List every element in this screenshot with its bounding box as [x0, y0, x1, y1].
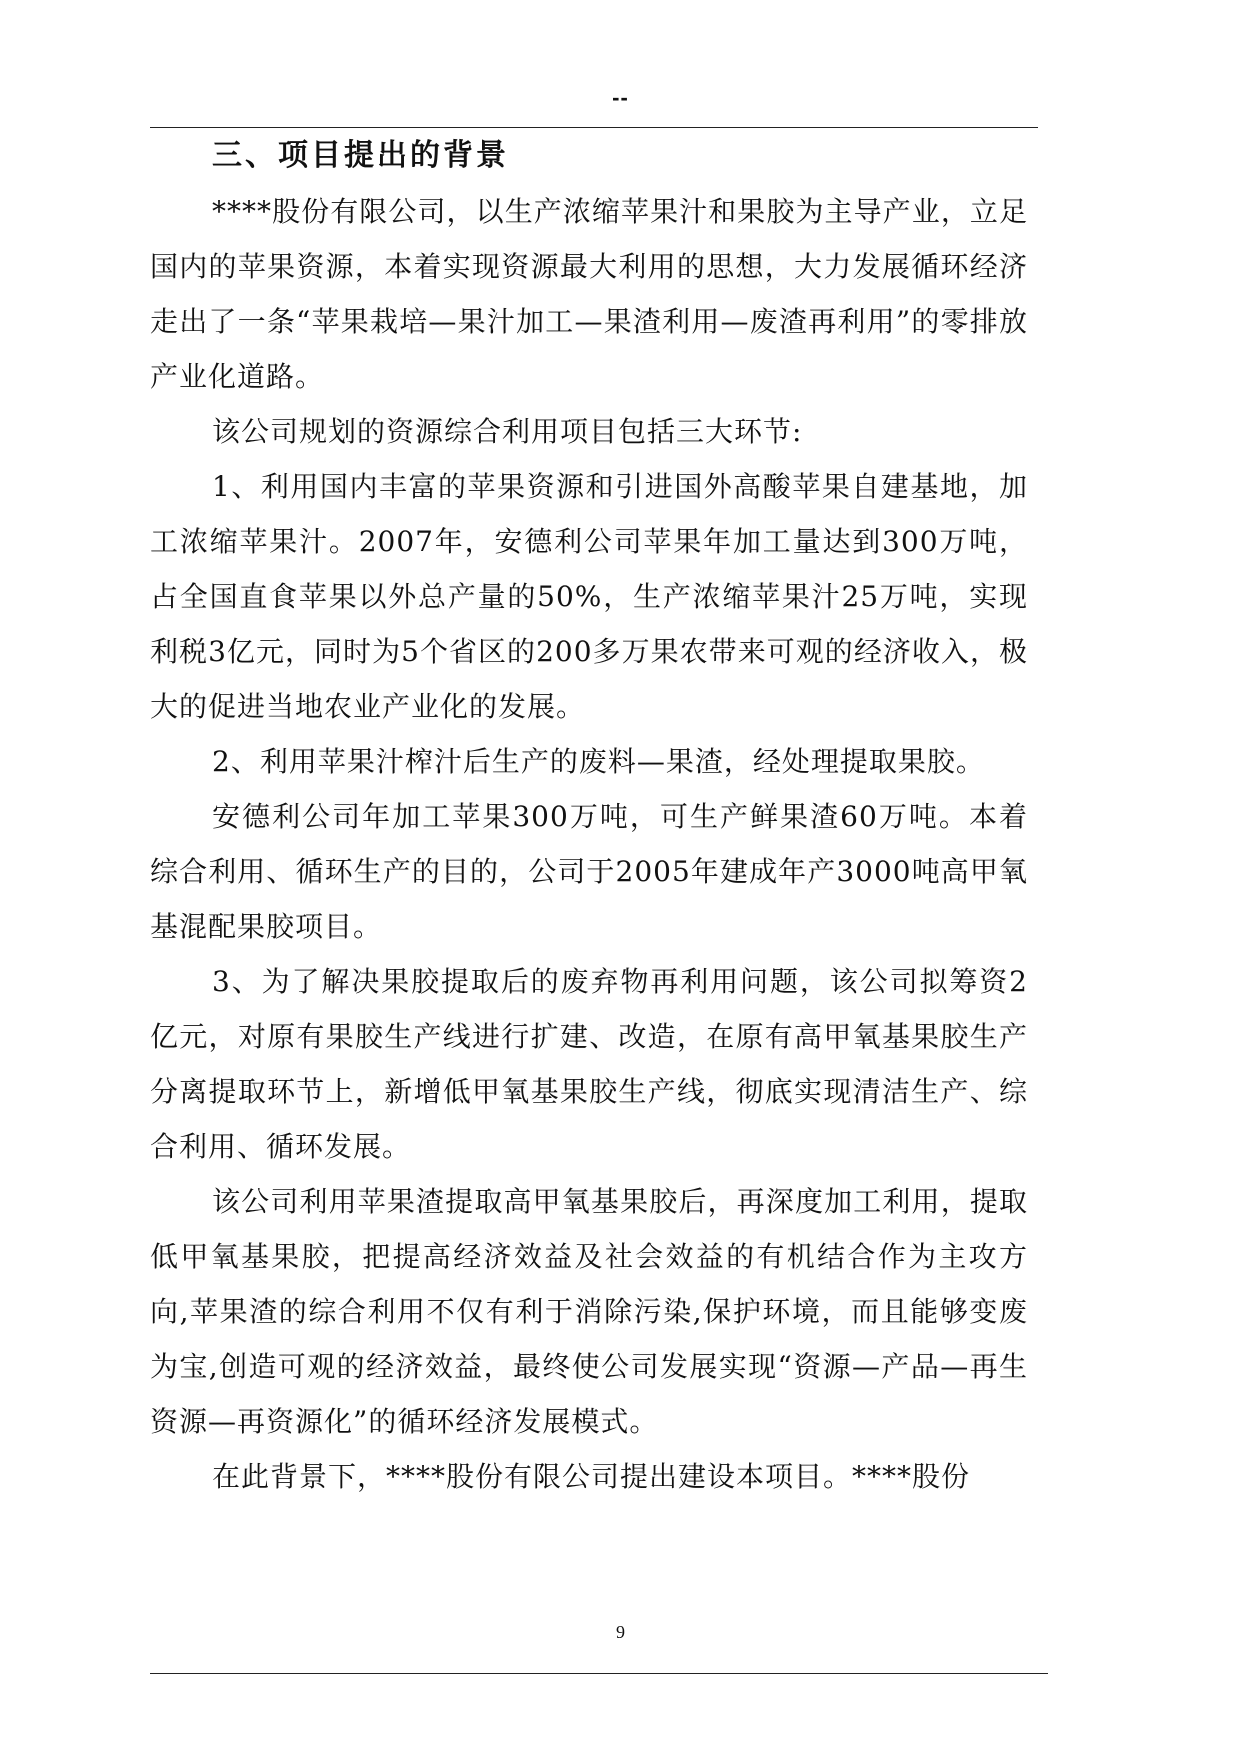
footer-divider: [150, 1673, 1048, 1674]
document-body: [150, 128, 1028, 1504]
paragraph-stage-3: 3、为了解决果胶提取后的废弃物再利用问题，该公司拟筹资2亿元，对原有果胶生产线进行扩建、改造，在原有高甲氧基果胶生产分离提取环节上，新增低甲氧基果胶生产线，彻底实现清洁生产、综合利用、循环发展。: [150, 965, 1028, 1163]
paragraph-circular-economy: 该公司利用苹果渣提取高甲氧基果胶后，再深度加工利用，提取低甲氧基果胶，把提高经济效益及社会效益的有机结合作为主攻方向,苹果渣的综合利用不仅有利于消除污染,保护环境，而且能够变废为宝,创造可观的经济效益，最终使公司发展实现“资源—产品—再生资源—再资源化”的循环经济发展模式。: [150, 1185, 1028, 1438]
paragraph-pectin-project: 安德利公司年加工苹果300万吨，可生产鲜果渣60万吨。本着综合利用、循环生产的目的，公司于2005年建成年产3000吨高甲氧基混配果胶项目。: [150, 800, 1028, 943]
paragraph-stage-2: 2、利用苹果汁榨汁后生产的废料—果渣，经处理提取果胶。: [212, 745, 985, 778]
paragraph-stage-1: 1、利用国内丰富的苹果资源和引进国外高酸苹果自建基地，加工浓缩苹果汁。2007年，安德利公司苹果年加工量达到300万吨，占全国直食苹果以外总产量的50%，生产浓缩苹果汁25万吨，实现利税3亿元，同时为5个省区的200多万果农带来可观的经济收入，极大的促进当地农业产业化的发展。: [150, 470, 1028, 723]
page-number: 9: [616, 1622, 625, 1642]
header-mark: --: [612, 85, 629, 110]
paragraph-project-proposal: 在此背景下，****股份有限公司提出建设本项目。****股份: [212, 1460, 971, 1493]
paragraph-intro: ****股份有限公司，以生产浓缩苹果汁和果胶为主导产业，立足国内的苹果资源，本着实现资源最大利用的思想，大力发展循环经济走出了一条“苹果栽培—果汁加工—果渣利用—废渣再利用”的零排放产业化道路。: [150, 195, 1028, 393]
section-heading: 三、项目提出的背景: [212, 138, 509, 173]
paragraph-three-stages: 该公司规划的资源综合利用项目包括三大环节:: [212, 415, 803, 448]
